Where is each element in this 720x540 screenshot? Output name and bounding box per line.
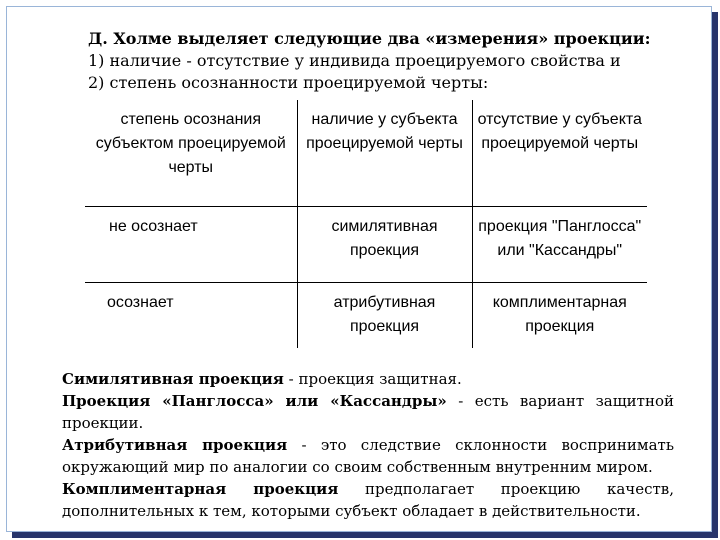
definition-term: Комплиментарная проекция bbox=[62, 480, 339, 498]
table-row bbox=[85, 282, 647, 348]
table-row bbox=[85, 206, 647, 282]
cell-attributive: атрибутивная проекция bbox=[297, 282, 472, 348]
definition-item bbox=[62, 434, 674, 478]
definition-term: Атрибутивная проекция bbox=[62, 436, 288, 454]
definition-item bbox=[62, 478, 674, 522]
intro-line-2: 2) степень осознанности проецируемой черты: bbox=[88, 73, 489, 92]
intro-block bbox=[88, 28, 688, 94]
cell-simulative: симилятивная проекция bbox=[297, 206, 472, 282]
header-absence: отсутствие у субъекта проецируемой черты bbox=[472, 100, 647, 206]
row-label-aware: осознает bbox=[85, 282, 297, 348]
definitions-block bbox=[62, 368, 674, 522]
definition-text: - это следствие склонности воспринимать окружающий мир по аналогии со своим собственным внутренним миром. bbox=[62, 436, 674, 476]
projection-table bbox=[85, 100, 647, 348]
cell-complementary: комплиментарная проекция bbox=[472, 282, 647, 348]
definition-term: Проекция «Панглосса» или «Кассандры» bbox=[62, 392, 447, 410]
row-label-unaware: не осознает bbox=[85, 206, 297, 282]
header-presence: наличие у субъекта проецируемой черты bbox=[297, 100, 472, 206]
header-awareness: степень осознания субъектом проецируемой черты bbox=[95, 111, 286, 176]
intro-line-1: 1) наличие - отсутствие у индивида проецируемого свойства и bbox=[88, 51, 621, 70]
definition-text: - проекция защитная. bbox=[283, 370, 462, 388]
intro-title: Д. Холме выделяет следующие два «измерения» проекции: bbox=[88, 29, 651, 48]
definition-item bbox=[62, 390, 674, 434]
definition-item bbox=[62, 368, 674, 390]
definition-text: предполагает проекцию качеств, дополнительных к тем, которыми субъект обладает в действительности. bbox=[62, 480, 674, 520]
definition-term: Симилятивная проекция bbox=[62, 370, 284, 388]
definition-text: - есть вариант защитной проекции. bbox=[62, 392, 674, 432]
cell-panglossa: проекция "Панглосса" или "Кассандры" bbox=[472, 206, 647, 282]
table-header-row bbox=[85, 100, 647, 206]
